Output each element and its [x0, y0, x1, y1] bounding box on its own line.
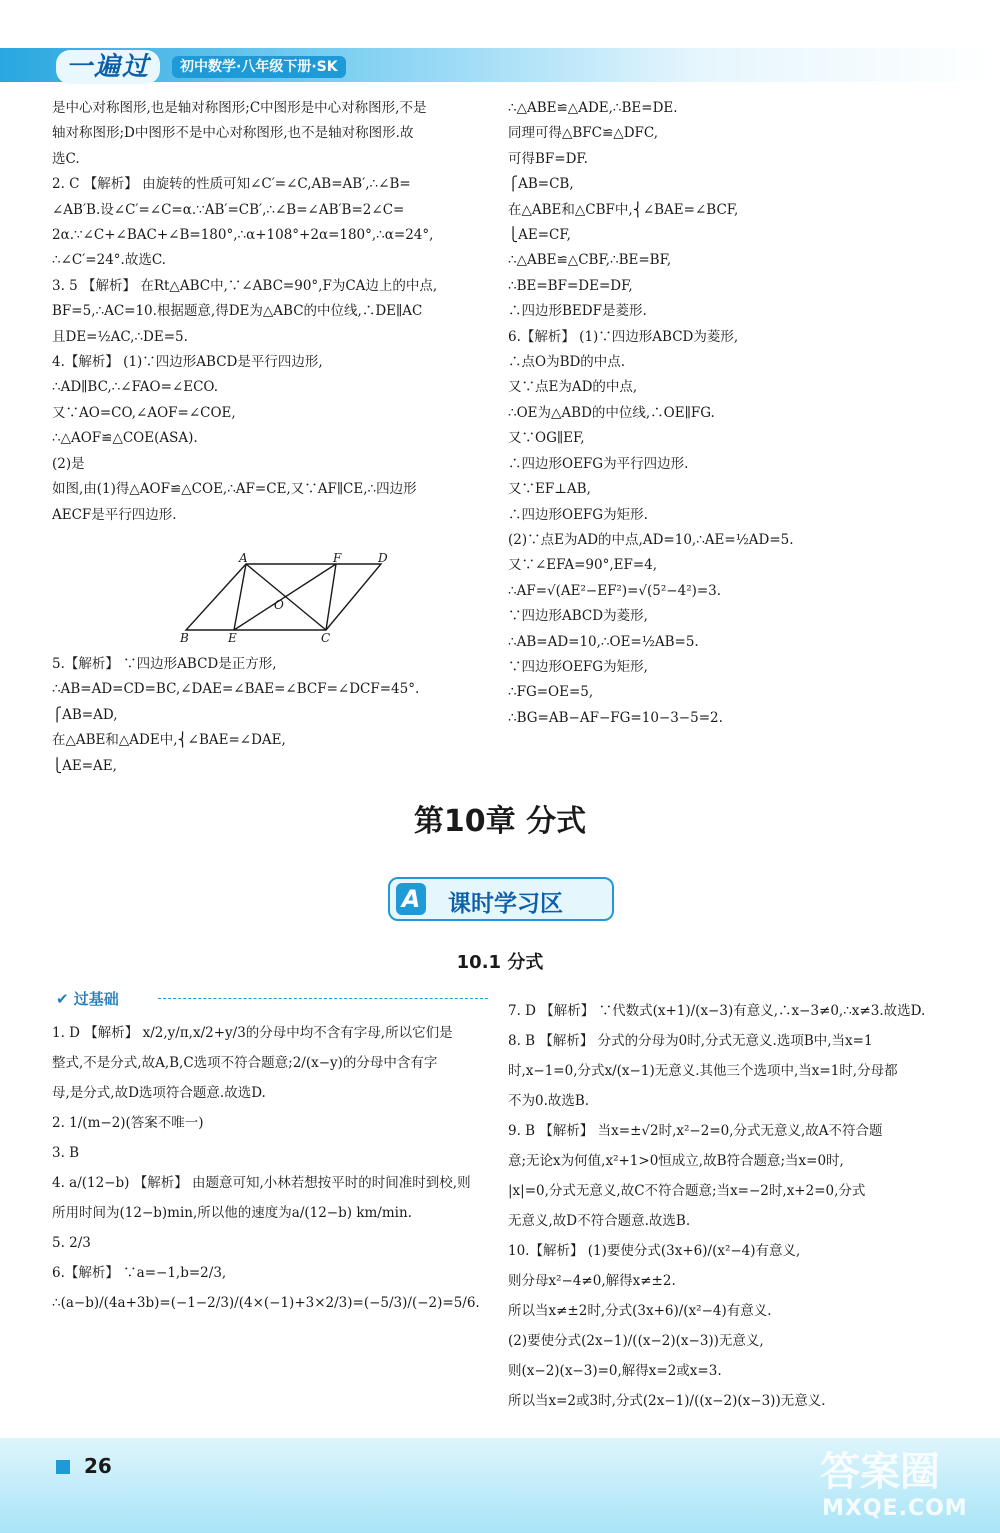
solution-line: ⎩AE=AE,	[52, 757, 117, 774]
answer-line: 意;无论x为何值,x²+1>0恒成立,故B符合题意;当x=0时,	[508, 1153, 844, 1169]
solution-line: ∴△ABE≌△CBF,∴BE=BF,	[508, 252, 672, 269]
basics-label: 过基础	[73, 990, 119, 1008]
answer-line: 母,是分式,故D选项符合题意.故选D.	[52, 1085, 266, 1101]
answer-line: 时,x−1=0,分式x/(x−1)无意义.其他三个选项中,当x=1时,分母都	[508, 1063, 898, 1079]
answer-line: 则分母x²−4≠0,解得x≠±2.	[508, 1273, 676, 1289]
left-column-q5	[52, 652, 498, 779]
solution-line: ∴FG=OE=5,	[508, 684, 594, 701]
right-column-bottom	[508, 996, 954, 1416]
solution-line: ∴四边形BEDF是菱形.	[508, 303, 647, 320]
answer-line: 整式,不是分式,故A,B,C选项不符合题意;2/(x−y)的分母中含有字	[52, 1055, 438, 1071]
solution-line: ∵四边形ABCD为菱形,	[508, 608, 648, 625]
answer-line: 不为0.故选B.	[508, 1093, 590, 1109]
label-d: D	[378, 552, 388, 565]
answer-line: ∴(a−b)/(4a+3b)=(−1−2/3)/(4×(−1)+3×2/3)=(−5/3)/(−2)=5/6.	[52, 1295, 480, 1311]
solution-line: 2α.∵∠C+∠BAC+∠B=180°,∴α+108°+2α=180°,∴α=24°,	[52, 227, 434, 244]
answer-line: 10.【解析】 (1)要使分式(3x+6)/(x²−4)有意义,	[508, 1243, 801, 1259]
section-title: 10.1 分式	[456, 952, 544, 973]
segment-ae	[234, 564, 246, 630]
solution-line: ∴△ABE≌△ADE,∴BE=DE.	[508, 100, 678, 116]
watermark-logo: 答案圈	[820, 1449, 940, 1495]
page-marker-icon	[56, 1460, 70, 1474]
label-e: E	[228, 631, 237, 644]
solution-line: (2)∵点E为AD的中点,AD=10,∴AE=½AD=5.	[508, 531, 794, 548]
basics-tag	[56, 988, 119, 1009]
solution-line: 是中心对称图形,也是轴对称图形;C中图形是中心对称图形,不是	[52, 100, 427, 116]
solution-line: ∴AD∥BC,∴∠FAO=∠ECO.	[52, 379, 218, 396]
solution-line: 6.【解析】 (1)∵四边形ABCD为菱形,	[508, 328, 739, 345]
answer-line: 6.【解析】 ∵a=−1,b=2/3,	[52, 1265, 227, 1281]
answer-line: 1. D 【解析】 x/2,y/π,x/2+y/3的分母中均不含有字母,所以它们是	[52, 1025, 453, 1041]
zone-title: 课时学习区	[448, 891, 563, 917]
answer-line: 9. B 【解析】 当x=±√2时,x²−2=0,分式无意义,故A不符合题	[508, 1123, 883, 1139]
basics-divider	[158, 998, 488, 999]
label-a: A	[239, 552, 248, 565]
parallelogram-abcd	[186, 564, 381, 630]
right-column-top	[508, 96, 954, 731]
solution-line: BF=5,∴AC=10.根据题意,得DE为△ABC的中位线,∴DE∥AC	[52, 303, 423, 320]
segment-ef	[234, 564, 336, 630]
answer-line: 8. B 【解析】 分式的分母为0时,分式无意义.选项B中,当x=1	[508, 1033, 873, 1049]
answer-line: 则(x−2)(x−3)=0,解得x=2或x=3.	[508, 1363, 722, 1379]
solution-line: 选C.	[52, 150, 80, 167]
zone-letter: A	[396, 883, 426, 915]
answer-line: 4. a/(12−b) 【解析】 由题意可知,小林若想按平时的时间准时到校,则	[52, 1175, 471, 1191]
solution-line: 又∵点E为AD的中点,	[508, 379, 638, 396]
solution-line: ∴△AOF≌△COE(ASA).	[52, 430, 198, 447]
solution-line: ∴AB=AD=CD=BC,∠DAE=∠BAE=∠BCF=∠DCF=45°.	[52, 681, 420, 698]
solution-line: 5.【解析】 ∵四边形ABCD是正方形,	[52, 656, 277, 672]
solution-line: ∴点O为BD的中点.	[508, 354, 626, 371]
solution-line: 轴对称图形;D中图形不是中心对称图形,也不是轴对称图形.故	[52, 125, 414, 142]
page-number: 26	[84, 1454, 112, 1478]
solution-line: ∴∠C′=24°.故选C.	[52, 252, 166, 269]
checkmark-icon: ✔	[56, 990, 74, 1008]
solution-line: (2)是	[52, 455, 85, 472]
label-c: C	[321, 631, 331, 644]
solution-line: ∴四边形OEFG为矩形.	[508, 506, 648, 523]
solution-line: 又∵OG∥EF,	[508, 430, 585, 447]
book-subtitle: 初中数学·八年级下册·SK	[172, 56, 346, 78]
left-column-bottom	[52, 1018, 498, 1318]
solution-line: ∴BG=AB−AF−FG=10−3−5=2.	[508, 709, 723, 726]
answer-line: 所以当x≠±2时,分式(3x+6)/(x²−4)有意义.	[508, 1303, 772, 1319]
solution-line: 在△ABE和△CBF中,⎨∠BAE=∠BCF,	[508, 201, 739, 218]
solution-line: 又∵∠EFA=90°,EF=4,	[508, 557, 658, 574]
watermark-url: MXQE.COM	[822, 1496, 968, 1521]
solution-line: ∴OE为△ABD的中位线,∴OE∥FG.	[508, 404, 715, 421]
solution-line: 在△ABE和△ADE中,⎨∠BAE=∠DAE,	[52, 732, 286, 749]
brand-logo: 一遍过	[56, 50, 160, 84]
solution-line: ∴BE=BF=DE=DF,	[508, 277, 633, 294]
left-column-top	[52, 96, 498, 528]
solution-line: ∵四边形OEFG为矩形,	[508, 658, 648, 675]
study-zone-banner	[388, 877, 614, 921]
solution-line: 如图,由(1)得△AOF≌△COE,∴AF=CE,又∵AF∥CE,∴四边形	[52, 481, 417, 498]
answer-line: 3. B	[52, 1145, 80, 1161]
answer-line: (2)要使分式(2x−1)/((x−2)(x−3))无意义,	[508, 1333, 764, 1349]
answer-line: 2. 1/(m−2)(答案不唯一)	[52, 1115, 204, 1131]
solution-line: ⎩AE=CF,	[508, 227, 571, 244]
solution-line: 又∵EF⊥AB,	[508, 481, 591, 498]
solution-line: 可得BF=DF.	[508, 150, 588, 167]
label-f: F	[333, 552, 342, 565]
answer-line: 无意义,故D不符合题意.故选B.	[508, 1213, 691, 1229]
answer-line: 7. D 【解析】 ∵代数式(x+1)/(x−3)有意义,∴x−3≠0,∴x≠3.故选D.	[508, 1003, 926, 1019]
parallelogram-figure	[176, 552, 396, 644]
label-o: O	[274, 598, 284, 612]
chapter-title: 第10章 分式	[413, 804, 587, 839]
answer-line: 5. 2/3	[52, 1235, 91, 1251]
solution-line: ⎧AB=AD,	[52, 706, 118, 723]
solution-line: ∴AF=√(AE²−EF²)=√(5²−4²)=3.	[508, 582, 722, 599]
solution-line: 2. C 【解析】 由旋转的性质可知∠C′=∠C,AB=AB′,∴∠B=	[52, 176, 411, 193]
solution-line: ⎧AB=CB,	[508, 176, 574, 193]
solution-line: 4.【解析】 (1)∵四边形ABCD是平行四边形,	[52, 354, 323, 371]
label-b: B	[180, 631, 189, 644]
solution-line: AECF是平行四边形.	[52, 506, 177, 523]
solution-line: 且DE=½AC,∴DE=5.	[52, 328, 188, 345]
solution-line: ∴AB=AD=10,∴OE=½AB=5.	[508, 633, 699, 650]
solution-line: 同理可得△BFC≌△DFC,	[508, 125, 659, 142]
solution-line: 又∵AO=CO,∠AOF=∠COE,	[52, 404, 236, 421]
answer-line: 所用时间为(12−b)min,所以他的速度为a/(12−b) km/min.	[52, 1205, 412, 1221]
answer-line: |x|=0,分式无意义,故C不符合题意;当x=−2时,x+2=0,分式	[508, 1183, 866, 1199]
solution-line: ∴四边形OEFG为平行四边形.	[508, 455, 689, 472]
solution-line: 3. 5 【解析】 在Rt△ABC中,∵∠ABC=90°,F为CA边上的中点,	[52, 277, 438, 294]
answer-line: 所以当x=2或3时,分式(2x−1)/((x−2)(x−3))无意义.	[508, 1393, 826, 1409]
solution-line: ∠AB′B.设∠C′=∠C=α.∵AB′=CB′,∴∠B=∠AB′B=2∠C=	[52, 201, 405, 218]
